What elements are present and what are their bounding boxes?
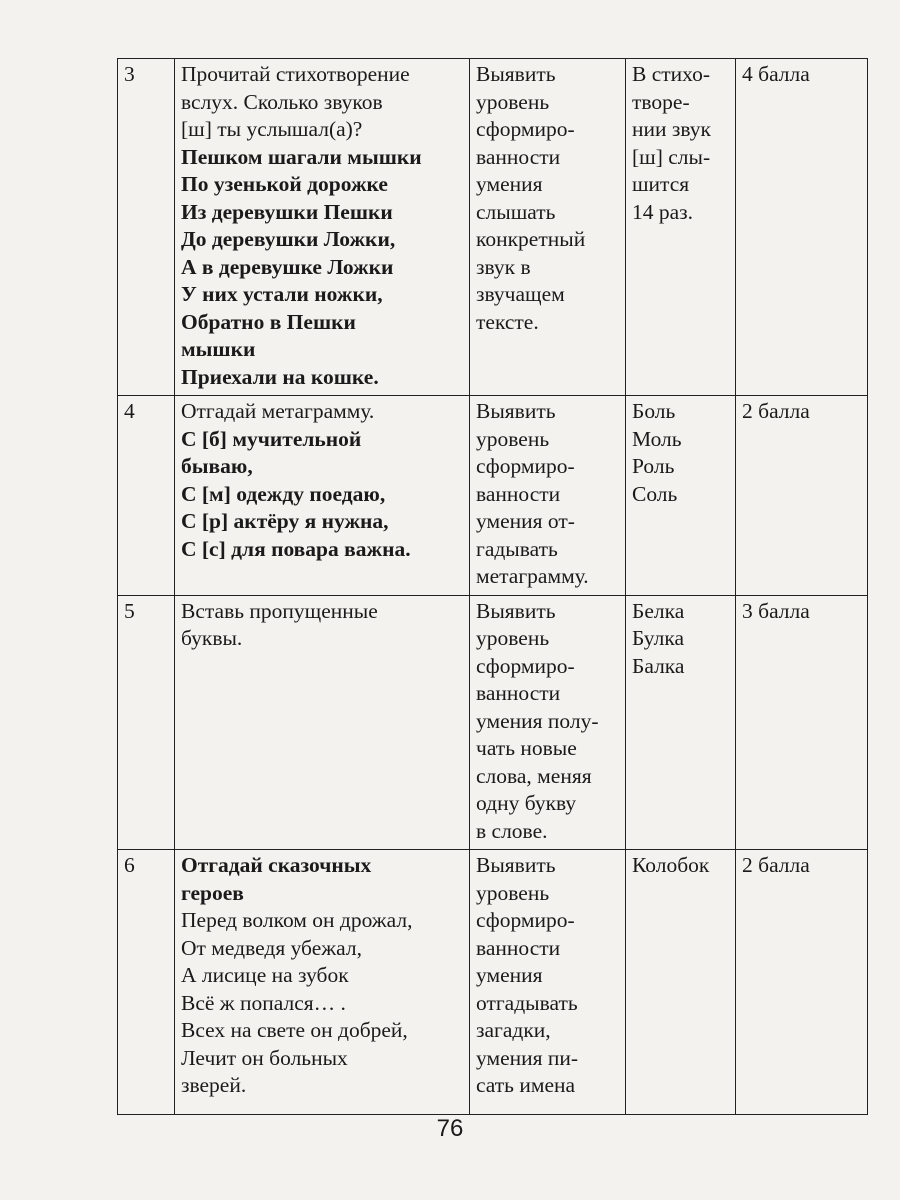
task-score: 2 балла [736,850,868,1115]
text-line: загадки, [476,1018,551,1042]
text-line: ванности [476,935,561,960]
task-text [175,59,470,396]
assessment-table [117,58,868,1115]
text-line: ванности [476,144,561,169]
text-line: отгадывать [476,990,578,1015]
text-line: умения [476,172,543,196]
task-bold-line: С [б] мучительной [181,426,362,451]
table-row [118,396,868,596]
text-line: конкретный [476,227,586,251]
task-number: 3 [118,59,175,396]
text-line: Выявить [476,62,556,86]
task-bold-line: Приехали на кошке. [181,364,379,389]
text-line: Вставь пропущенные [181,598,378,623]
text-line: Выявить [476,399,556,423]
text-line: Балка [632,653,685,678]
text-line: одну букву [476,791,577,815]
text-line: Перед волком он дрожал, [181,908,413,932]
task-answer [626,396,736,596]
text-line: Роль [632,454,675,478]
task-bold-line: А в деревушке Ложки [181,254,394,279]
text-line: вслух. Сколько звуков [181,89,383,114]
task-goal [470,59,626,396]
task-bold-line: С [с] для повара важна. [181,536,411,561]
task-text [175,595,470,850]
text-line: Лечит он больных [181,1045,348,1070]
text-line: сформиро- [476,117,575,141]
text-line: творе- [632,89,690,114]
task-bold-line: По узенькой дорожке [181,172,388,196]
text-line: уровень [476,880,550,905]
text-line: Выявить [476,598,556,623]
task-answer [626,595,736,850]
text-line: сать имена [476,1073,576,1097]
text-line: в слове. [476,818,548,843]
task-bold-line: Отгадай сказочных [181,853,372,877]
text-line: шится [632,172,690,196]
task-bold-line: героев [181,880,244,905]
text-line: уровень [476,426,550,451]
text-line: Боль [632,399,676,423]
task-bold-line: бываю, [181,454,253,478]
table-row [118,59,868,396]
text-line: нии звук [632,117,711,141]
task-bold-line: До деревушки Ложки, [181,227,396,251]
task-text [175,396,470,596]
table-row [118,850,868,1115]
text-line: Моль [632,426,682,451]
text-line: Булка [632,626,685,650]
text-line: Всех на свете он добрей, [181,1018,408,1042]
task-bold-line: Обратно в Пешки [181,309,356,334]
text-line: сформиро- [476,908,575,932]
text-line: Отгадай метаграмму. [181,399,375,423]
text-line: метаграмму. [476,564,589,588]
text-line: Прочитай стихотворение [181,62,410,86]
task-score: 3 балла [736,595,868,850]
text-line: зверей. [181,1073,247,1097]
table-row [118,595,868,850]
task-answer [626,59,736,396]
text-line: уровень [476,89,550,114]
text-line: чать новые [476,736,577,760]
task-text [175,850,470,1115]
task-goal [470,850,626,1115]
text-line: Белка [632,598,685,623]
task-bold-line: С [р] актёру я нужна, [181,509,389,533]
text-line: ванности [476,681,561,705]
text-line: [ш] ты услышал(а)? [181,117,363,141]
text-line: умения пи- [476,1045,579,1070]
text-line: сформиро- [476,653,575,678]
task-score: 2 балла [736,396,868,596]
text-line: В стихо- [632,62,711,86]
text-line: 14 раз. [632,199,694,224]
task-number: 6 [118,850,175,1115]
task-number: 4 [118,396,175,596]
task-goal [470,595,626,850]
text-line: звучащем [476,282,565,306]
text-line: Всё ж попался… . [181,990,346,1015]
text-line: умения [476,963,543,987]
text-line: Соль [632,481,678,506]
text-line: А лисице на зубок [181,963,349,987]
text-line: [ш] слы- [632,144,711,169]
text-line: сформиро- [476,454,575,478]
task-number: 5 [118,595,175,850]
text-line: слышать [476,199,556,224]
text-line: уровень [476,626,550,650]
task-bold-line: мышки [181,337,256,361]
task-bold-line: С [м] одежду поедаю, [181,481,386,506]
text-line: Колобок [632,853,710,877]
text-line: умения полу- [476,708,599,733]
text-line: гадывать [476,536,558,561]
text-line: ванности [476,481,561,506]
text-line: звук в [476,254,531,279]
text-line: тексте. [476,309,539,334]
page-number: 76 [436,1115,464,1142]
task-goal [470,396,626,596]
text-line: От медведя убежал, [181,935,362,960]
task-bold-line: Пешком шагали мышки [181,144,422,169]
text-line: слова, меняя [476,763,592,788]
text-line: буквы. [181,626,243,650]
task-bold-line: Из деревушки Пешки [181,199,393,224]
task-bold-line: У них устали ножки, [181,282,383,306]
task-answer [626,850,736,1115]
task-score: 4 балла [736,59,868,396]
text-line: умения от- [476,509,575,533]
text-line: Выявить [476,853,556,877]
